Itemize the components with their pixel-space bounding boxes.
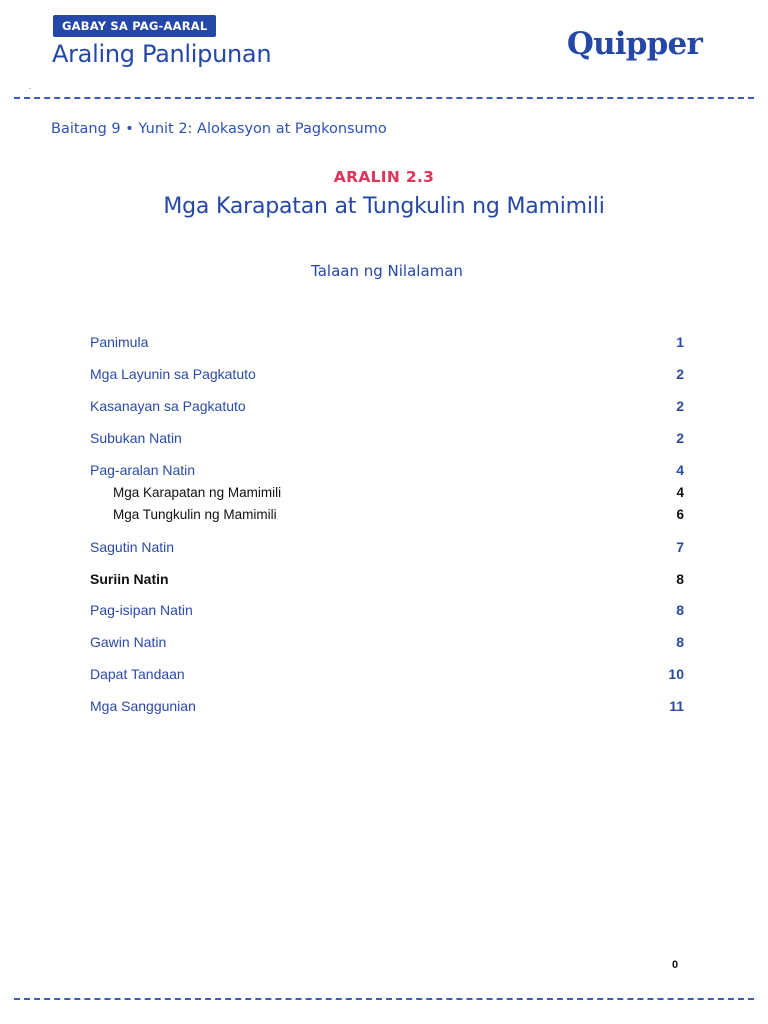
toc-entry-gawin[interactable] (90, 632, 684, 652)
toc-entry-layunin[interactable] (90, 364, 684, 384)
toc-entry-page: 6 (676, 507, 684, 522)
toc-entry-page: 8 (676, 602, 684, 618)
toc-entry-subukan[interactable] (90, 428, 684, 448)
toc-entry-label: Suriin Natin (90, 571, 169, 587)
toc-entry-page: 2 (676, 398, 684, 414)
lesson-title: Mga Karapatan at Tungkulin ng Mamimili (163, 194, 605, 219)
toc-entry-label: Gawin Natin (90, 634, 167, 650)
toc-entry-page: 2 (676, 366, 684, 382)
toc-entry-page: 8 (676, 634, 684, 650)
scan-speck (29, 88, 31, 89)
toc-entry-label: Sagutin Natin (90, 539, 175, 555)
toc-entry-page: 11 (669, 698, 684, 714)
toc-entry-sanggunian[interactable] (90, 696, 684, 716)
subject-title: Araling Panlipunan (52, 40, 272, 68)
brand-logo: Quipper (566, 26, 702, 62)
toc-entry-pag-isipan[interactable] (90, 600, 684, 620)
toc-entry-suriin[interactable] (90, 569, 684, 589)
toc-entry-label: Pag-aralan Natin (90, 462, 196, 478)
toc-entry-label: Kasanayan sa Pagkatuto (90, 398, 246, 414)
toc-entry-label: Mga Tungkulin ng Mamimili (113, 507, 277, 522)
toc-entry-page: 1 (676, 334, 684, 350)
footer-divider (14, 998, 754, 1000)
toc-entry-label: Mga Layunin sa Pagkatuto (90, 366, 256, 382)
toc-subentry-tungkulin[interactable] (113, 505, 684, 525)
toc-entry-label: Mga Karapatan ng Mamimili (113, 485, 282, 500)
toc-entry-label: Pag-isipan Natin (90, 602, 193, 618)
lesson-number: ARALIN 2.3 (333, 168, 435, 186)
guide-badge: GABAY SA PAG-AARAL (53, 15, 216, 37)
toc-entry-label: Mga Sanggunian (90, 698, 196, 714)
toc-heading: Talaan ng Nilalaman (311, 262, 463, 280)
toc-entry-sagutin[interactable] (90, 537, 684, 557)
toc-subentry-karapatan[interactable] (113, 483, 684, 503)
toc-entry-panimula[interactable] (90, 332, 684, 352)
toc-entry-label: Panimula (90, 334, 149, 350)
toc-entry-page: 4 (676, 462, 684, 478)
toc-entry-pag-aralan[interactable] (90, 460, 684, 480)
page-number: 0 (672, 959, 679, 971)
toc-entry-label: Dapat Tandaan (90, 666, 185, 682)
toc-entry-page: 7 (676, 539, 684, 555)
toc-entry-label: Subukan Natin (90, 430, 182, 446)
header-divider (14, 97, 754, 99)
toc-entry-dapat-tandaan[interactable] (90, 664, 684, 684)
toc-entry-kasanayan[interactable] (90, 396, 684, 416)
toc-entry-page: 2 (676, 430, 684, 446)
toc-entry-page: 4 (676, 485, 684, 500)
toc-entry-page: 10 (668, 666, 684, 682)
breadcrumb: Baitang 9 • Yunit 2: Alokasyon at Pagkonsumo (51, 121, 387, 137)
toc-entry-page: 8 (676, 571, 684, 587)
